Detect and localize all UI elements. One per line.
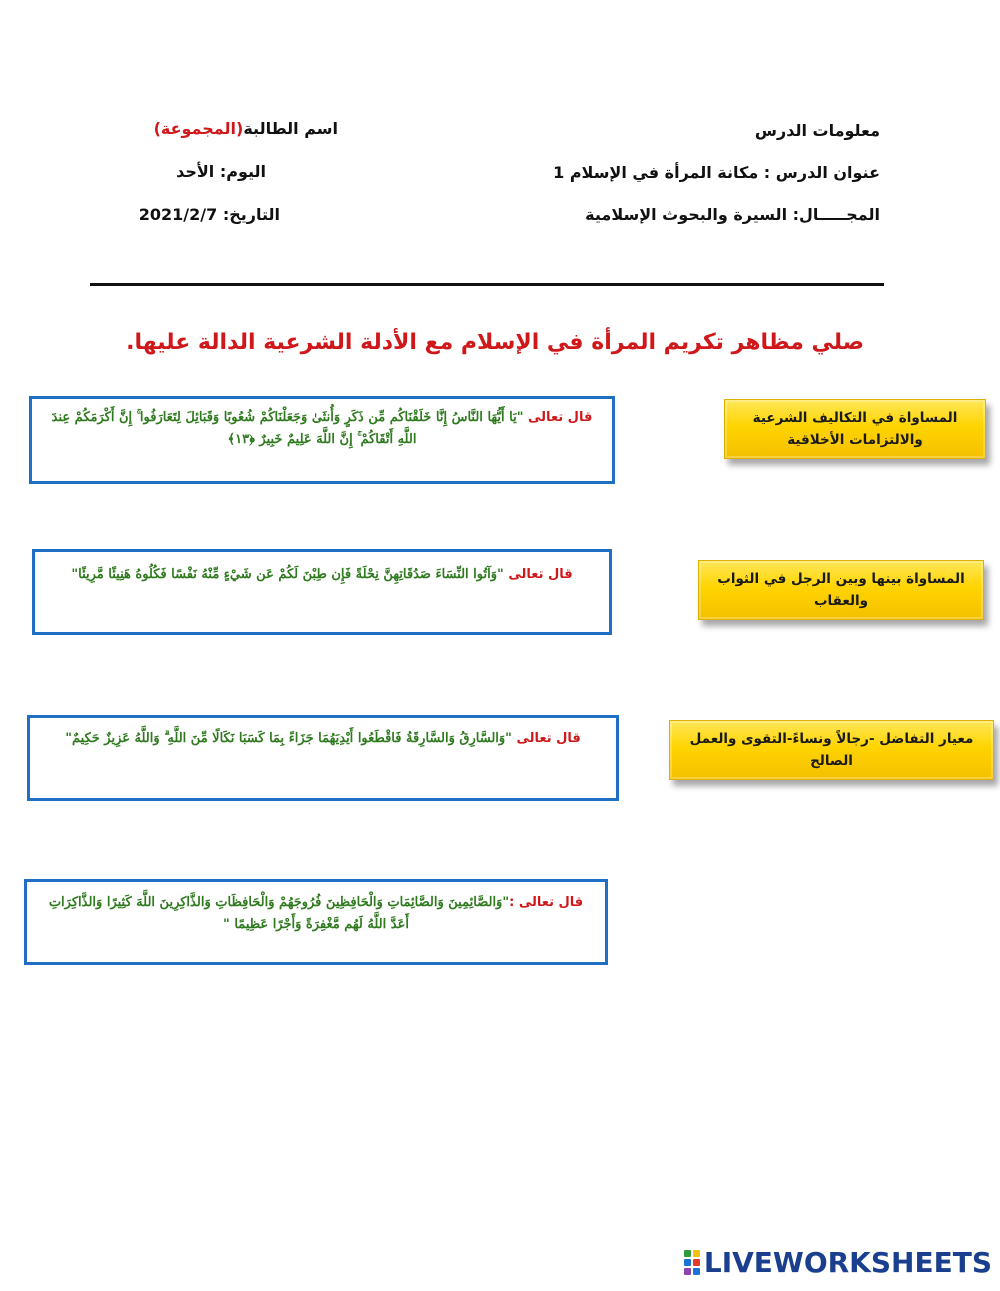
concept-text-1: المساواة في التكاليف الشرعية والالتزامات الأخلاقية <box>752 410 958 448</box>
verse-said-2: قال تعالى <box>503 567 573 582</box>
student-name-value: (المجموعة) <box>153 119 244 138</box>
concept-text-2: المساواة بينها وبين الرجل في الثواب والعقاب <box>717 571 965 609</box>
verse-text-2: "وَآتُوا النِّسَاءَ صَدُقَاتِهِنَّ نِحْلَةً فَإِن طِبْنَ لَكُمْ عَن شَيْءٍ مِّنْهُ نَفْسًا فَكُلُوهُ هَنِيئًا مَّرِيئًا" <box>71 567 504 582</box>
concept-text-3: معيار التفاضل -رجالاً ونساءً-التقوى والعمل الصالح <box>689 731 974 769</box>
logo-icon <box>684 1250 700 1275</box>
student-name-label: اسم الطالبة <box>243 119 338 138</box>
verse-text-4: "وَالصَّائِمِينَ وَالصَّائِمَاتِ وَالْحَافِظِينَ فُرُوجَهُمْ وَالْحَافِظَاتِ وَالذَّاكِرِينَ اللَّهَ كَثِيرًا وَالذَّاكِرَاتِ أَعَدَّ اللَّهُ لَهُم مَّغْفِرَةً وَأَجْرًا عَظِيمًا " <box>48 895 510 932</box>
header-divider <box>90 283 884 286</box>
verse-box-4[interactable] <box>24 879 608 965</box>
verse-box-3[interactable] <box>27 715 619 801</box>
verse-text-1: "يَا أَيُّهَا النَّاسُ إِنَّا خَلَقْنَاكُم مِّن ذَكَرٍ وَأُنثَىٰ وَجَعَلْنَاكُمْ شُعُوبًا وَقَبَائِلَ لِتَعَارَفُوا ۚ إِنَّ أَكْرَمَكُمْ عِندَ اللَّهِ أَتْقَاكُمْ ۚ إِنَّ اللَّهَ عَلِيمٌ خَبِيرٌ ﴿١٣﴾ <box>51 410 524 447</box>
concept-box-3[interactable] <box>669 720 994 780</box>
liveworksheets-logo <box>684 1246 992 1279</box>
verse-said-3: قال تعالى <box>511 731 581 746</box>
brand-name: LIVEWORKSHEETS <box>703 1246 992 1279</box>
lesson-date: التاريخ: 2021/2/7 <box>138 205 280 224</box>
concept-box-1[interactable] <box>724 399 986 459</box>
instruction-text: صلي مظاهر تكريم المرأة في الإسلام مع الأدلة الشرعية الدالة عليها. <box>126 330 864 355</box>
concept-box-2[interactable] <box>698 560 984 620</box>
lesson-day: اليوم: الأحد <box>176 162 266 181</box>
lesson-field: المجـــــال: السيرة والبحوث الإسلامية <box>585 205 880 224</box>
student-name <box>154 119 338 138</box>
lesson-info-heading: معلومات الدرس <box>754 121 880 140</box>
verse-box-1[interactable] <box>29 396 615 484</box>
lesson-title: عنوان الدرس : مكانة المرأة في الإسلام 1 <box>553 163 880 182</box>
verse-said-1: قال تعالى <box>523 410 593 425</box>
verse-said-4: قال تعالى : <box>509 895 584 910</box>
verse-text-3: "وَالسَّارِقُ وَالسَّارِقَةُ فَاقْطَعُوا أَيْدِيَهُمَا جَزَاءً بِمَا كَسَبَا نَكَالًا مِّنَ اللَّهِ ۗ وَاللَّهُ عَزِيزٌ حَكِيمٌ" <box>65 731 512 746</box>
verse-box-2[interactable] <box>32 549 612 635</box>
